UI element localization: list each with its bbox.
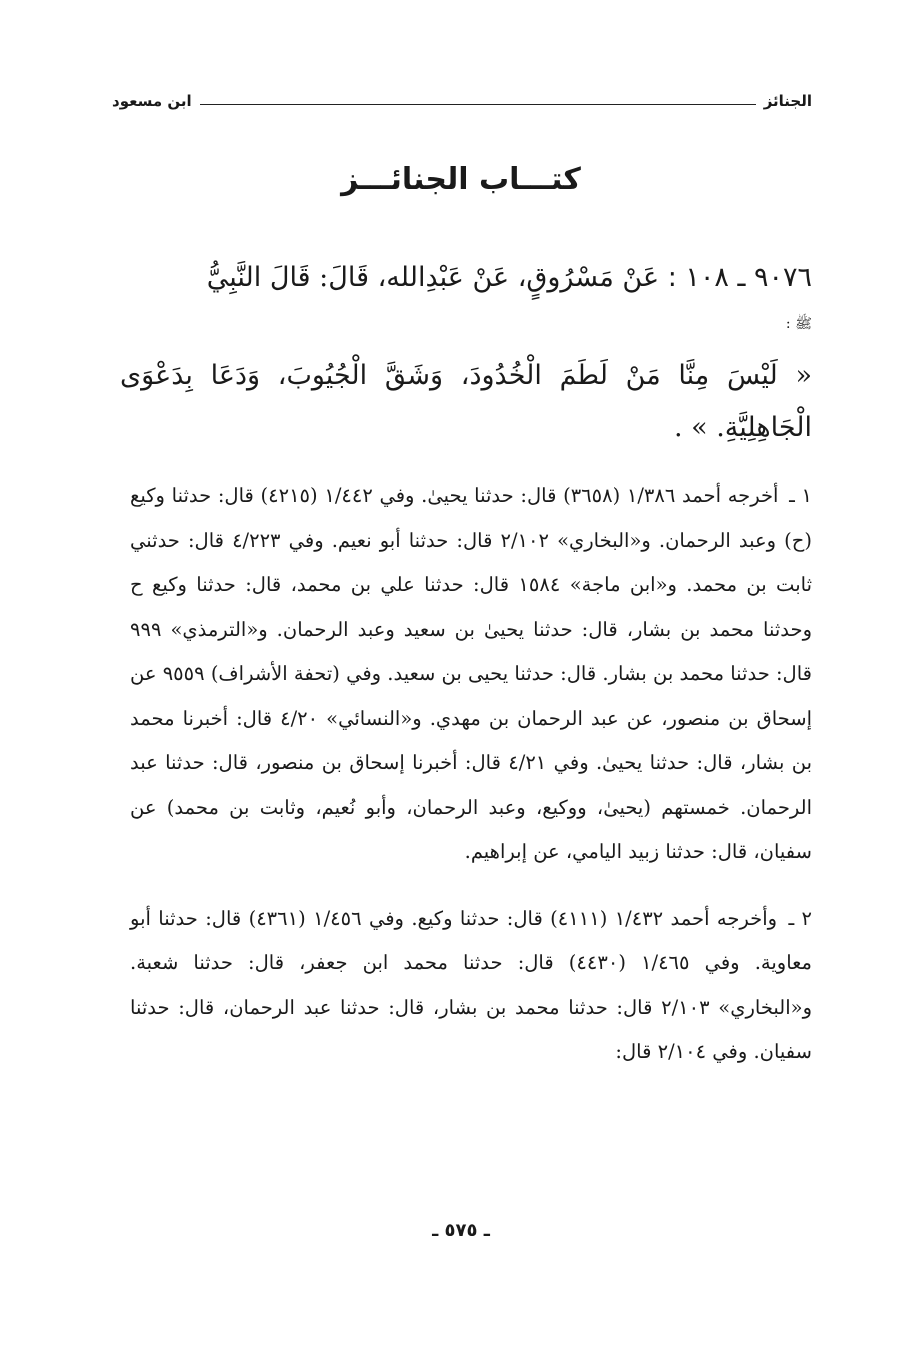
hadith-matn: « لَيْسَ مِنَّا مَنْ لَطَمَ الْخُدُودَ، وَشَقَّ الْجُيُوبَ، وَدَعَا بِدَعْوَى الْجَاهِلِيَّةِ. » .: [120, 360, 812, 443]
takhrij-notes: [130, 474, 812, 1097]
note-number: ١ ـ: [789, 484, 812, 507]
hadith-number: ٩٠٧٦ ـ ١٠٨ :: [667, 262, 812, 293]
hadith-isnad: عَنْ مَسْرُوقٍ، عَنْ عَبْدِالله، قَالَ: قَالَ النَّبِيُّ: [206, 262, 660, 293]
salutation-glyph: ﷺ :: [785, 316, 812, 332]
page-number: ـ ٥٧٥ ـ: [432, 1220, 490, 1241]
hadith-block: [120, 252, 812, 454]
note-number: ٢ ـ: [788, 906, 813, 930]
running-header: [112, 86, 812, 116]
chapter-title: كتـــاب الجنائـــز: [341, 162, 581, 197]
running-header-chapter: الجنائز: [763, 92, 812, 110]
note-text: وأخرجه أحمد ١/٤٣٢ (٤١١١) قال: حدثنا وكيع. وفي ١/٤٥٦ (٤٣٦١) قال: حدثنا أبو معاوية. وفي ١/٤٦٥ (٤٤٣٠) قال: حدثنا محمد ابن جعفر، قال: حدثنا شعبة. و«البخاري» ٢/١٠٣ قال: حدثنا محمد بن بشار، قال: حدثنا عبد الرحمان، قال: حدثنا سفيان. وفي ٢/١٠٤ قال:: [130, 906, 812, 1063]
note-text: أخرجه أحمد ١/٣٨٦ (٣٦٥٨) قال: حدثنا يحيىٰ. وفي ١/٤٤٢ (٤٢١٥) قال: حدثنا وكيع (ح) وعبد الرحمان. و«البخاري» ٢/١٠٢ قال: حدثنا أبو نعيم. وفي ٤/٢٢٣ قال: حدثني ثابت بن محمد. و«ابن ماجة» ١٥٨٤ قال: حدثنا علي بن محمد، قال: حدثنا وكيع ح وحدثنا محمد بن بشار، قال: حدثنا يحيىٰ بن سعيد وعبد الرحمان. و«الترمذي» ٩٩٩ قال: حدثنا محمد بن بشار. قال: حدثنا يحيى بن سعيد. وفي (تحفة الأشراف) ٩٥٥٩ عن إسحاق بن منصور، عن عبد الرحمان بن مهدي. و«النسائي» ٤/٢٠ قال: أخبرنا محمد بن بشار، قال: حدثنا يحيىٰ. وفي ٤/٢١ قال: أخبرنا إسحاق بن منصور، قال: حدثنا عبد الرحمان. خمستهم (يحيىٰ، ووكيع، وعبد الرحمان، وأبو نُعيم، وثابت بن محمد) عن سفيان، قال: حدثنا زبيد اليامي، عن إبراهيم.: [130, 484, 812, 863]
running-header-narrator: ابن مسعود: [112, 92, 192, 110]
note-item: [130, 897, 812, 1075]
header-rule: [200, 104, 756, 105]
note-item: [130, 474, 812, 875]
